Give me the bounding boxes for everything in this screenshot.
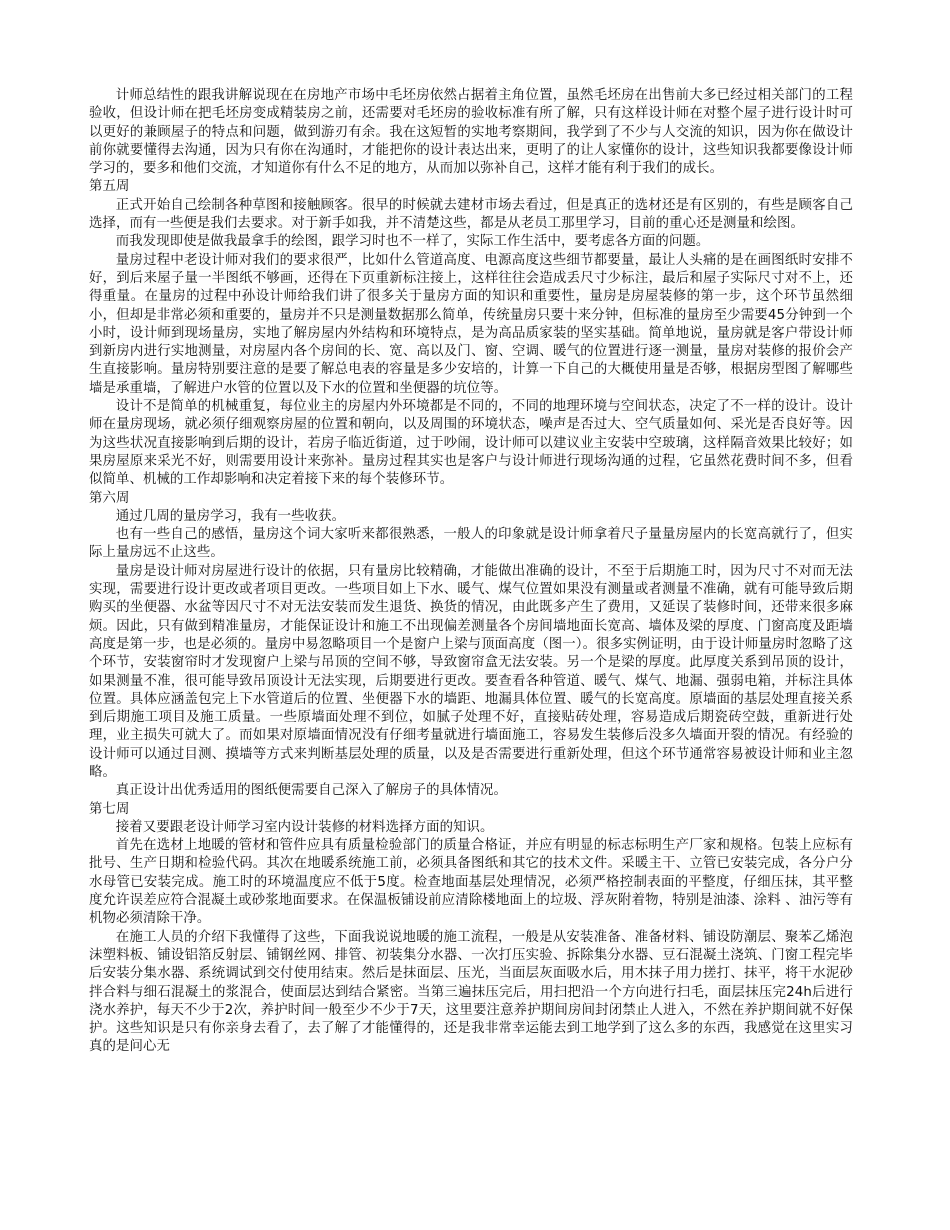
paragraph: 通过几周的量房学习，我有一些收获。 <box>115 508 346 524</box>
paragraph: 计师总结性的跟我讲解说现在在房地产市场中毛坯房依然占据着主角位置，虽然毛坯房在出售前大多已经过相关部门的工程验收，但设计师在把毛坯房变成精装房之前，还需要对毛坯房的验收标准有所了解，只有这样设计师在对整个屋子进行设计时可以更好的兼顾屋子的特点和问题，做到游刃有余。我在这短暂的实地考察期间，我学到了不少与人交流的知识，因为你在做设计前你就要懂得去沟通，因为只有你在沟通时，才能把你的设计表达出来，更明了的让人家懂你的设计，这些知识我都要像设计师学习的，要多和他们交流，才知道你有什么不足的地方，从而加以弥补自己，这样才能有利于我们的成长。 <box>89 88 853 177</box>
section-heading-week-7: 第七周 <box>89 801 130 817</box>
paragraph: 正式开始自己绘制各种草图和接触顾客。很早的时候就去建材市场去看过，但是真正的选材还是有区别的，有些是顾客自己选择，而有一些便是我们去要求。对于新手如我，并不清楚这些，都是从老员工那里学习，目前的重心还是测量和绘图。 <box>89 197 853 232</box>
paragraph: 接着又要跟老设计师学习室内设计装修的材料选择方面的知识。 <box>115 819 494 835</box>
paragraph: 而我发现即使是做我最拿手的绘图，跟学习时也不一样了，实际工作生活中，要考虑各方面的问题。 <box>115 234 710 250</box>
section-heading-week-5: 第五周 <box>89 179 130 195</box>
section-heading-week-6: 第六周 <box>89 490 130 506</box>
paragraph: 在施工人员的介绍下我懂得了这些，下面我说说地暖的施工流程，一般是从安装准备、准备材料、铺设防潮层、聚苯乙烯泡沫塑料板、铺设铝箔反射层、铺钢丝网、排管、初装集分水器、一次打压实验、拆除集分水器、豆石混凝土浇筑、门窗工程完毕后安装分集水器、系统调试到交付使用结束。然后是抹面层、压光，当面层灰面吸水后，用木抹子用力搓打、抹平，将干水泥砂拌合料与细石混凝土的浆混合，使面层达到结合紧密。当第三遍抹压完后，用扫把沿一个方向进行扫毛，面层抹压完24h后进行浇水养护，每天不少于2次，养护时间一般至少不少于7天，这里要注意养护期间房间封闭禁止人进入，不然在养护期间就不好保护。这些知识是只有你亲身去看了，去了解了才能懂得的，还是我非常幸运能去到工地学到了这么多的东西，我感觉在这里实习真的是问心无 <box>89 929 853 1055</box>
paragraph: 量房过程中老设计师对我们的要求很严，比如什么管道高度、电源高度这些细节都要量，最让人头痛的是在画图纸时安排不好，到后来屋子量一半图纸不够画，还得在下页重新标注接上，这样往往会造成丢尺寸少标注，最后和屋子实际尺寸对不上，还得重量。在量房的过程中孙设计师给我们讲了很多关于量房方面的知识和重要性，量房是房屋装修的第一步，这个环节虽然细小，但却是非常必须和重要的，量房并不只是测量数据那么简单，传统量房只要十来分钟，但标准的量房至少需要45分钟到一个小时，设计师到现场量房，实地了解房屋内外结构和环境特点，是为高品质家装的坚实基础。简单地说，量房就是客户带设计师到新房内进行实地测量，对房屋内各个房间的长、宽、高以及门、窗、空调、暖气的位置进行逐一测量，量房对装修的报价会产生直接影响。量房特别要注意的是要了解总电表的容量是多少安培的，计算一下自己的大概使用量是否够，根据房型图了解哪些墙是承重墙，了解进户水管的位置以及下水的位置和坐便器的坑位等。 <box>89 252 853 396</box>
paragraph: 也有一些自己的感悟，量房这个词大家听来都很熟悉，一般人的印象就是设计师拿着尺子量量房屋内的长宽高就行了，但实际上量房远不止这些。 <box>89 527 853 561</box>
paragraph: 真正设计出优秀适用的图纸便需要自己深入了解房子的具体情况。 <box>115 783 508 799</box>
paragraph: 量房是设计师对房屋进行设计的依据，只有量房比较精确，才能做出准确的设计，不至于后期施工时，因为尺寸不对而无法实现，需要进行设计更改或者项目更改。一些项目如上下水、暖气、煤气位置如果没有测量或者测量不准确，就有可能导致后期购买的坐便器、水盆等因尺寸不对无法安装而发生退货、换货的情况，由此既多产生了费用，又延误了装修时间，还带来很多麻烦。因此，只有做到精准量房，才能保证设计和施工不出现偏差测量各个房间墙地面长宽高、墙体及梁的厚度、门窗高度及距墙高度是第一步，也是必须的。量房中易忽略项目一个是窗户上梁与顶面高度（图一）。很多实例证明，由于设计师量房时忽略了这个环节，安装窗帘时才发现窗户上梁与吊顶的空间不够，导致窗帘盒无法安装。另一个是梁的厚度。此厚度关系到吊顶的设计，如果测量不准，很可能导致吊顶设计无法实现，后期要进行更改。要查看各种管道、暖气、煤气、地漏、强弱电箱，并标注具体位置。具体应涵盖包完上下水管道后的位置、坐便器下水的墙距、地漏具体位置、暖气的长宽高度。原墙面的基层处理直接关系到后期施工项目及施工质量。一些原墙面处理不到位，如腻子处理不好，直接贴砖处理，容易造成后期瓷砖空鼓，重新进行处理，业主损失可就大了。而如果对原墙面情况没有仔细考量就进行墙面施工，容易发生装修后没多久墙面开裂的情况。有经验的设计师可以通过目测、摸墙等方式来判断基层处理的质量，以及是否需要进行重新处理，但这个环节通常容易被设计师和业主忽略。 <box>89 563 853 780</box>
paragraph: 设计不是简单的机械重复，每位业主的房屋内外环境都是不同的，不同的地理环境与空间状态，决定了不一样的设计。设计师在量房现场，就必须仔细观察房屋的位置和朝向，以及周围的环境状态，噪声是否过大、空气质量如何、采光是否良好等。因为这些状况直接影响到后期的设计，若房子临近街道，过于吵闹，设计师可以建议业主安装中空玻璃，这样隔音效果比较好；如果房屋原来采光不好，则需要用设计来弥补。量房过程其实也是客户与设计师进行现场沟通的过程，它虽然花费时间不多，但看似简单、机械的工作却影响和决定着接下来的每个装修环节。 <box>89 399 853 488</box>
document-page <box>89 87 853 1057</box>
paragraph: 首先在选材上地暖的管材和管件应具有质量检验部门的质量合格证，并应有明显的标志标明生产厂家和规格。包装上应标有批号、生产日期和检验代码。其次在地暖系统施工前，必须具备图纸和其它的技术文件。采暖主干、立管已安装完成，各分户分水母管已安装完成。施工时的环境温度应不低于5度。检查地面基层处理情况，必须严格控制表面的平整度，仔细压抹，其平整度允许误差应符合混凝土或砂浆地面要求。在保温板铺设前应清除楼地面上的垃圾、浮灰附着物，特别是油漆、涂料 、油污等有机物必须清除干净。 <box>89 838 853 927</box>
